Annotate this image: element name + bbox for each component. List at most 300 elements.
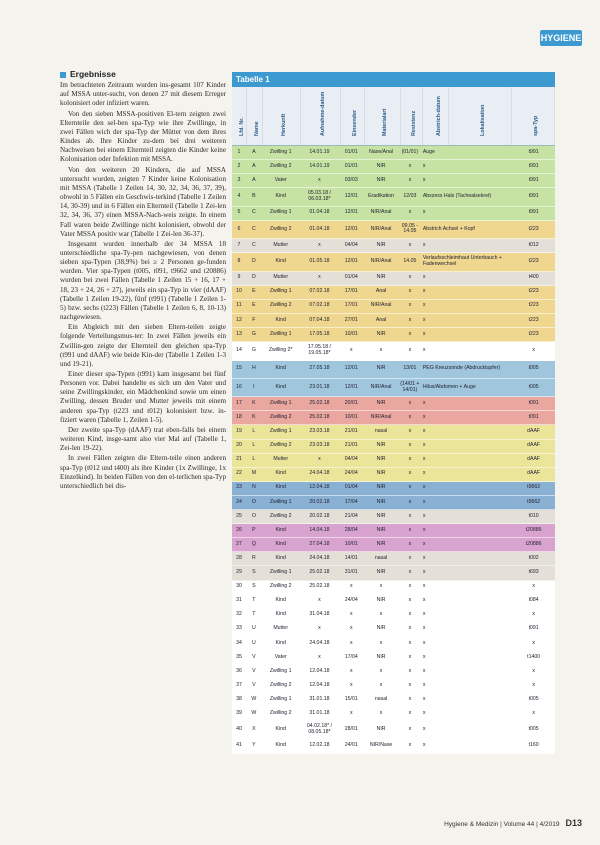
column-header [449,87,512,145]
table-cell-herkunft: Zwilling 2 [269,162,292,169]
column-header-label: Lokalisation [480,104,487,136]
table-cell-einsender: 12/01 [344,225,358,232]
table-cell-nr: 7 [237,241,241,248]
table-cell-herkunft: Zwilling 1 [269,569,292,576]
table-cell-name: I [253,383,255,390]
table-cell-einsender: x [349,681,353,688]
column-header [512,87,555,145]
table-row [232,146,555,160]
paragraph: Der zweite spa-Typ (dAAF) trat eben-falls bei einem weiteren Kind, insge-samt also vier Mal auf (Tabelle 1, Zei-len 19-22). [60,425,226,453]
table-cell-spa: x [532,583,535,590]
table-cell-spa: dAAF [527,470,541,477]
table-cell-datum: 04.02.18* / 08.05.18* [306,723,332,736]
table-cell-resistenz: x [408,554,412,561]
table-cell-einsender: 31/01 [344,569,358,576]
table-cell-abstrich: x [422,709,426,716]
column-header-label: Lfd. Nr. [238,117,245,136]
table-cell-material: NIR [376,470,386,477]
table-cell-resistenz: 12/03 [403,193,417,200]
table-cell-herkunft: Zwilling 2 [269,709,292,716]
table-cell-material: NIR [376,597,386,604]
table-cell-spa: x [532,667,535,674]
table-cell-abstrich: x [422,583,426,590]
table-cell-name: D [251,274,256,281]
table-cell-nr: 16 [236,383,242,390]
table-cell-material: Anal [375,316,387,323]
table-cell-material: NIR/Anal [370,414,392,421]
table-cell-name: G [251,346,256,353]
table-cell-einsender: 01/01 [344,148,358,155]
table-cell-nr: 22 [236,470,242,477]
table-cell-einsender: 17/04 [344,498,358,505]
table-cell-einsender: 03/03 [344,176,358,183]
table-cell-herkunft: Kind [275,470,286,477]
table-cell-name: O [251,512,256,519]
table-cell-material: NIR [376,498,386,505]
table-cell-resistenz: x [408,274,412,281]
table-row [232,440,555,454]
table-cell-einsender: x [349,709,353,716]
table-cell-name: Q [251,540,256,547]
table-header [232,87,555,146]
table-cell-material: x [379,583,383,590]
table-cell-nr: 39 [236,709,242,716]
table-cell-herkunft: Vater [274,176,287,183]
table-cell-name: S [252,569,256,576]
table-cell-herkunft: Zwilling 2* [268,346,293,353]
column-header [341,87,365,145]
table-cell-abstrich: x [422,456,426,463]
table-cell-material: NIR [376,540,386,547]
table-row [232,272,555,286]
table-cell-datum: 31.01.18 [309,709,330,716]
table-row [232,397,555,411]
table-cell-abstrich: x [422,399,426,406]
table-cell-spa: t223 [528,225,539,232]
table-cell-nr: 25 [236,512,242,519]
table-cell-datum: 07.02.18 [309,302,330,309]
table-cell-nr: 1 [237,148,241,155]
table-cell-datum: 23.03.18 [309,442,330,449]
table-cell-herkunft: Kind [275,540,286,547]
table-row [232,510,555,524]
table-cell-name: H [251,365,256,372]
table-cell-spa: t012 [528,241,539,248]
table-cell-datum: 23.03.18 [309,428,330,435]
column-header [301,87,341,145]
column-header [263,87,301,145]
table-cell-name: A [252,176,256,183]
table-cell-resistenz: x [408,316,412,323]
table-cell-name: U [251,625,256,632]
table-cell-einsender: 04/04 [344,241,358,248]
table-cell-herkunft: Zwilling 2 [269,302,292,309]
table-cell-nr: 29 [236,569,242,576]
table-cell-material: Anal [375,288,387,295]
table-cell-name: W [251,695,257,702]
table-cell-name: L [252,456,256,463]
table-cell-material: NIR [376,526,386,533]
table-cell-material: NIR/Anal [370,225,392,232]
page-number: D13 [565,818,582,828]
table-cell-material: nasal [374,554,388,561]
table-cell-abstrich: x [422,302,426,309]
table-cell-einsender: 01/04 [344,484,358,491]
table-cell-name: E [252,302,256,309]
table-cell-resistenz: x [408,526,412,533]
table-cell-herkunft: Zwilling 1 [269,148,292,155]
table-cell-datum: 07.02.18 [309,288,330,295]
table-cell-einsender: 21/01 [344,442,358,449]
table-body [232,146,555,754]
table-cell-material: Eradikation [368,193,395,200]
table-cell-datum: 14.01.19 [309,162,330,169]
table-cell-datum: 17.05.18 / 19.05.18* [307,344,331,356]
table-cell-einsender: 12/01 [344,383,358,390]
table-cell-einsender: 04/04 [344,456,358,463]
table-cell-einsender: 24/04 [344,470,358,477]
table-cell-nr: 35 [236,653,242,660]
table-cell-abstrich: Auge [422,148,435,155]
table-row [232,207,555,221]
column-header-label: Aufnahme-datum [320,91,327,136]
table-cell-abstrich: x [422,639,426,646]
table-cell-abstrich: x [422,176,426,183]
table-cell-herkunft: Kind [275,484,286,491]
table-cell-name: K [252,399,256,406]
table-cell-spa: dAAF [527,428,541,435]
table-cell-spa: t005 [528,365,539,372]
bullet-icon [60,72,66,78]
table-cell-nr: 15 [236,365,242,372]
table-cell-datum: 05.03.18 / 06.03.18* [307,190,331,202]
table-cell-einsender: x [349,346,353,353]
table-cell-abstrich: x [422,653,426,660]
table-cell-herkunft: Zwilling 2 [269,583,292,590]
table-row [232,361,555,379]
table-row [232,496,555,510]
table-cell-datum: 24.04.18 [309,470,330,477]
column-header-label: Herkunft [281,113,288,136]
table-cell-einsender: 27/01 [344,316,358,323]
table-cell-material: NIR [376,456,386,463]
paragraph: In zwei Fällen zeigten die Eltern-teile einen anderen spa-Typ (t012 und t400) als ihre Kinder (1x Zwillinge, 1x Einzelkind). In beiden Fällen von den el-terlichen spa-Typ unterschiedlich bei dis- [60,454,226,490]
table-cell-spa: t991 [528,193,539,200]
table-cell-datum: 07.04.18 [309,316,330,323]
table-row [232,482,555,496]
table-cell-herkunft: Zwilling 1 [269,330,292,337]
table-cell-nr: 13 [236,330,242,337]
table-cell-einsender: 17/01 [344,302,358,309]
table-cell-datum: 12.04.18 [309,667,330,674]
table-cell-datum: 01.04.18 [309,225,330,232]
table-cell-material: x [379,681,383,688]
table-cell-spa: t991 [528,176,539,183]
table-row [232,425,555,439]
table-cell-material: NIR [376,726,386,733]
table-cell-spa: t084 [528,597,539,604]
table-row [232,188,555,206]
table-cell-abstrich: x [422,330,426,337]
table-cell-abstrich: Abszess Hals (Tachealsekret) [422,193,492,200]
table-row [232,538,555,552]
table-cell-datum: x [318,456,321,463]
table-cell-datum: 24.04.18 [309,639,330,646]
table-row [232,721,555,739]
table-cell-einsender: x [349,625,353,632]
table-cell-abstrich: Verlaufsschleimhaut Unterbauch + Fadenwechsel [422,255,502,267]
table-cell-material: NIR [376,365,386,372]
table-cell-herkunft: Zwilling 1 [269,399,292,406]
table-cell-herkunft: Vater [274,653,287,660]
column-header [247,87,264,145]
table-cell-einsender: x [349,667,353,674]
table-cell-datum: 14.04.18 [309,526,330,533]
table-cell-einsender: x [349,583,353,590]
column-header-label: Resistenz [411,110,418,136]
table-cell-spa: t1400 [527,653,541,660]
table-cell-material: NIR [376,241,386,248]
table-cell-spa: t400 [528,274,539,281]
table-cell-datum: 25.02.18 [309,399,330,406]
table-row [232,468,555,482]
table-cell-material: NIR [376,399,386,406]
table-cell-datum: 31.04.18 [309,611,330,618]
table-cell-resistenz: x [408,209,412,216]
table-cell-herkunft: Mutter [273,456,289,463]
table-cell-herkunft: Kind [275,611,286,618]
table-cell-nr: 19 [236,428,242,435]
table-cell-name: C [251,225,256,232]
table-cell-material: NIR [376,512,386,519]
column-header-label: Abstrich-datum [435,96,442,136]
table-row [232,740,555,754]
table-cell-nr: 34 [236,639,242,646]
table-cell-nr: 6 [237,225,241,232]
table-cell-material: NIR [376,653,386,660]
table-cell-resistenz: x [408,428,412,435]
table-cell-resistenz: x [408,726,412,733]
table-cell-datum: 25.02.18 [309,414,330,421]
table-cell-material: NIR/Nase [369,742,393,749]
table-cell-abstrich: x [422,512,426,519]
table-cell-resistenz: x [408,742,412,749]
table-cell-nr: 36 [236,667,242,674]
table-cell-nr: 10 [236,288,242,295]
table-cell-spa: t20886 [525,540,542,547]
table-cell-abstrich: x [422,695,426,702]
table-cell-nr: 11 [236,302,242,309]
table-cell-einsender: 15/01 [344,695,358,702]
table-cell-herkunft: Kind [275,597,286,604]
table-cell-datum: x [318,653,321,660]
table-cell-name: F [252,316,256,323]
table-cell-name: L [252,442,256,449]
table-cell-material: NIR/Anal [370,302,392,309]
table-cell-resistenz: x [408,512,412,519]
table-cell-einsender: 10/01 [344,330,358,337]
table-cell-herkunft: Kind [275,726,286,733]
table-cell-herkunft: Zwilling 1 [269,695,292,702]
table-cell-abstrich: x [422,414,426,421]
table-cell-einsender: 28/04 [344,526,358,533]
table-row [232,342,555,360]
table-cell-spa: x [532,681,535,688]
table-cell-einsender: 10/01 [344,414,358,421]
column-header [423,87,449,145]
journal-logo: HYGIENE [540,30,582,46]
table-cell-herkunft: Kind [275,258,286,265]
table-cell-resistenz: x [408,667,412,674]
table-cell-resistenz: x [408,498,412,505]
table-cell-resistenz: x [408,330,412,337]
table-cell-resistenz: x [408,540,412,547]
table-cell-spa: t005 [528,726,539,733]
table-cell-nr: 31 [236,597,242,604]
table-cell-spa: dAAF [527,442,541,449]
table-cell-einsender: 20/01 [344,399,358,406]
table-cell-spa: x [532,639,535,646]
table-cell-spa: t005 [528,383,539,390]
table-row [232,552,555,566]
table-cell-name: O [251,498,256,505]
table-cell-nr: 30 [236,583,242,590]
table-cell-name: K [252,414,256,421]
table-cell-spa: x [532,709,535,716]
table-cell-resistenz: (01/01) [401,148,419,155]
table-cell-spa: t991 [528,148,539,155]
table-cell-resistenz: x [408,484,412,491]
table-cell-herkunft: Kind [275,554,286,561]
table-cell-herkunft: Zwilling 1 [269,667,292,674]
table-cell-resistenz: 09.05 - 14.05 [401,222,418,235]
table-cell-material: NIR/Anal [370,258,392,265]
table-cell-resistenz: 14.05 [403,258,417,265]
table-cell-name: C [251,241,256,248]
table-cell-material: NIR [376,625,386,632]
table-cell-herkunft: Kind [275,365,286,372]
table-cell-spa: x [532,611,535,618]
table-cell-resistenz: x [408,639,412,646]
table-cell-resistenz: x [408,597,412,604]
table-cell-datum: 01.05.18 [309,258,330,265]
table-cell-name: V [252,667,256,674]
table-cell-datum: 23.01.18 [309,383,330,390]
table-cell-einsender: 24/01 [344,742,358,749]
table-cell-name: E [252,288,256,295]
table-cell-material: nasal [374,695,388,702]
table-cell-herkunft: Kind [275,193,286,200]
table-cell-resistenz: x [408,653,412,660]
table-cell-resistenz: x [408,456,412,463]
page-footer [444,818,582,828]
table-cell-spa: t010 [528,512,539,519]
table-cell-nr: 20 [236,442,242,449]
table-cell-datum: 24.04.18 [309,554,330,561]
table-cell-einsender: x [349,611,353,618]
table-cell-einsender: 12/01 [344,258,358,265]
table-cell-nr: 26 [236,526,242,533]
table-cell-nr: 33 [236,625,242,632]
table-cell-einsender: 14/01 [344,554,358,561]
table-cell-resistenz: x [408,681,412,688]
table-cell-abstrich: Abstrich Achsel + Kopf [422,225,475,232]
table-row [232,411,555,425]
table-cell-datum: x [318,597,321,604]
table-cell-material: x [379,611,383,618]
table-cell-abstrich: x [422,625,426,632]
table-cell-einsender: 21/04 [344,512,358,519]
table-row [232,286,555,300]
paragraph: Einer dieser spa-Typen (t991) kam insgesamt bei fünf Personen vor. Dabei handelte es sich um den Vater und seine Zwillingskinder, ein Mädchenkind sowie um einen Zwilling, dessen Bruder und Mutter jeweils mit einem anderen spa-Typ (t223 und t012) kolonisiert bzw. in-fiziert waren (Tabelle 1, Zeilen 1-5). [60,370,226,424]
table-title: Tabelle 1 [232,72,555,87]
table-cell-name: A [252,148,256,155]
table-cell-material: NIR [376,274,386,281]
table-cell-name: T [252,611,256,618]
table-cell-abstrich: x [422,484,426,491]
table-cell-nr: 28 [236,554,242,561]
table-cell-resistenz: x [408,162,412,169]
column-header [232,87,247,145]
table-row [232,314,555,328]
table-cell-spa: t223 [528,330,539,337]
table-cell-abstrich: x [422,498,426,505]
table-cell-name: A [252,162,256,169]
table-cell-einsender: 28/01 [344,726,358,733]
table-cell-resistenz: x [408,414,412,421]
table-cell-abstrich: PEG Kreuzsonde (Abdrucktupfer) [422,365,501,372]
column-header-label: Name [254,121,261,136]
table-cell-herkunft: Kind [275,383,286,390]
table-cell-datum: x [318,241,321,248]
table-cell-herkunft: Mutter [273,274,289,281]
table-cell-datum: 31.01.18 [309,695,330,702]
table-cell-spa: t223 [528,258,539,265]
table-cell-abstrich: x [422,162,426,169]
table-cell-name: X [252,726,256,733]
table-cell-material: NIR [376,442,386,449]
table-cell-einsender: 01/04 [344,274,358,281]
table-cell-herkunft: Zwilling 1 [269,288,292,295]
table-cell-spa: t9662 [527,484,541,491]
table-cell-name: B [252,193,256,200]
table-row [232,665,555,679]
table-cell-herkunft: Zwilling 2 [269,681,292,688]
table-cell-nr: 21 [236,456,242,463]
table-cell-name: N [251,484,256,491]
table-cell-name: T [252,597,256,604]
table-cell-material: NIR [376,176,386,183]
table-cell-einsender: 24/04 [344,597,358,604]
table-row [232,637,555,651]
table-cell-datum: 01.04.18 [309,209,330,216]
table-cell-spa: t223 [528,316,539,323]
journal-citation: Hygiene & Medizin | Volume 44 | 4/2019 [444,821,560,828]
table-cell-resistenz: x [408,399,412,406]
table-cell-spa: t002 [528,554,539,561]
table-row [232,566,555,580]
table-cell-abstrich: x [422,428,426,435]
table-cell-material: x [379,709,383,716]
table-cell-nr: 17 [236,399,242,406]
table-cell-nr: 2 [237,162,241,169]
table-cell-herkunft: Kind [275,742,286,749]
table-cell-spa: t991 [528,162,539,169]
table-row [232,174,555,188]
table-cell-nr: 41 [236,742,242,749]
table-cell-nr: 23 [236,484,242,491]
table-row [232,300,555,314]
